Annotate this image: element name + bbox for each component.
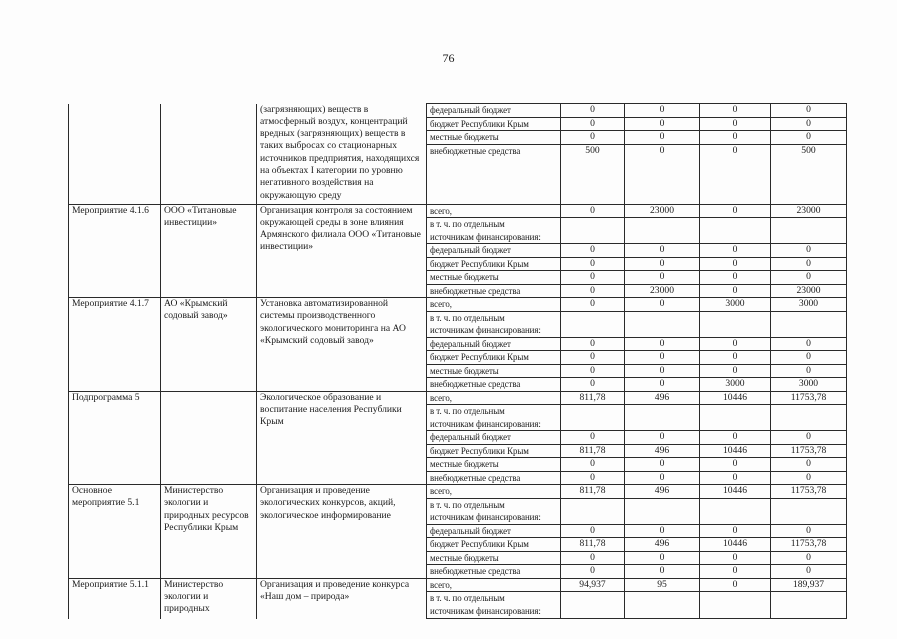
table-row	[69, 298, 847, 312]
funding-source-label: источникам финансирования:	[430, 325, 541, 335]
amount-cell: 0	[771, 351, 847, 365]
table-row	[69, 578, 847, 592]
amount-cell	[700, 498, 771, 524]
amount-cell: 0	[561, 378, 625, 392]
page-number: 76	[442, 51, 455, 65]
funding-source-cell	[427, 405, 561, 431]
amount-cell: 0	[625, 458, 700, 472]
event-name-cell: Подпрограмма 5	[69, 391, 161, 485]
amount-cell	[700, 592, 771, 619]
funding-source-cell: внебюджетные средства	[427, 144, 561, 204]
amount-cell: 23000	[771, 204, 847, 218]
executor-cell	[161, 104, 257, 205]
funding-source-cell: федеральный бюджет	[427, 524, 561, 538]
amount-cell: 0	[700, 471, 771, 485]
event-name-cell	[69, 104, 161, 205]
amount-cell: 11753,78	[771, 444, 847, 458]
executor-cell: Министерство экологии и природных ресурсов Республики Крым	[161, 485, 257, 579]
amount-cell: 0	[561, 364, 625, 378]
amount-cell: 0	[771, 551, 847, 565]
funding-source-cell: федеральный бюджет	[427, 337, 561, 351]
amount-cell: 0	[700, 351, 771, 365]
funding-source-cell: всего,	[427, 485, 561, 499]
amount-cell	[625, 498, 700, 524]
amount-cell: 0	[771, 271, 847, 285]
amount-cell: 0	[561, 458, 625, 472]
amount-cell: 0	[625, 364, 700, 378]
description-cell: Организация контроля за состоянием окружающей среды в зоне влияния Армянского филиала ООО «Титановые инвестиции»	[257, 204, 427, 298]
amount-cell: 0	[561, 471, 625, 485]
amount-cell: 0	[771, 131, 847, 145]
description-cell: Организация и проведение конкурса «Наш дом – природа»	[257, 578, 427, 619]
amount-cell: 0	[561, 271, 625, 285]
amount-cell: 0	[700, 364, 771, 378]
amount-cell: 811,78	[561, 538, 625, 552]
amount-cell: 0	[625, 117, 700, 131]
table-row	[69, 391, 847, 405]
description-cell: Установка автоматизированной системы производственного экологического мониторинга на АО «Крымский содовый завод»	[257, 298, 427, 392]
amount-cell: 496	[625, 485, 700, 499]
description-cell: Экологическое образование и воспитание населения Республики Крым	[257, 391, 427, 485]
amount-cell	[561, 405, 625, 431]
amount-cell: 189,937	[771, 578, 847, 592]
amount-cell: 23000	[771, 284, 847, 298]
amount-cell: 0	[561, 298, 625, 312]
amount-cell: 0	[771, 337, 847, 351]
amount-cell: 3000	[771, 378, 847, 392]
amount-cell	[700, 405, 771, 431]
amount-cell: 0	[625, 565, 700, 579]
amount-cell: 0	[700, 131, 771, 145]
funding-source-cell: местные бюджеты	[427, 364, 561, 378]
amount-cell	[625, 311, 700, 337]
amount-cell: 0	[700, 204, 771, 218]
amount-cell: 0	[561, 257, 625, 271]
executor-cell: Министерство экологии и природных	[161, 578, 257, 619]
funding-source-cell: внебюджетные средства	[427, 565, 561, 579]
amount-cell	[771, 218, 847, 244]
amount-cell	[625, 218, 700, 244]
amount-cell	[700, 311, 771, 337]
amount-cell: 496	[625, 444, 700, 458]
funding-source-label: в т. ч. по отдельным	[430, 499, 505, 510]
amount-cell: 811,78	[561, 485, 625, 499]
amount-cell: 0	[561, 104, 625, 118]
amount-cell: 0	[700, 337, 771, 351]
amount-cell: 0	[700, 551, 771, 565]
funding-source-label: в т. ч. по отдельным	[430, 219, 505, 229]
amount-cell: 0	[771, 117, 847, 131]
amount-cell: 95	[625, 578, 700, 592]
amount-cell: 811,78	[561, 391, 625, 405]
amount-cell: 0	[700, 144, 771, 204]
amount-cell: 0	[771, 244, 847, 258]
table-row	[69, 204, 847, 218]
amount-cell: 0	[625, 298, 700, 312]
amount-cell	[700, 218, 771, 244]
amount-cell: 0	[771, 257, 847, 271]
funding-source-cell: всего,	[427, 391, 561, 405]
financing-table	[68, 103, 847, 619]
amount-cell: 500	[561, 144, 625, 204]
amount-cell: 23000	[625, 284, 700, 298]
amount-cell	[561, 592, 625, 619]
amount-cell: 3000	[700, 378, 771, 392]
funding-source-cell: местные бюджеты	[427, 551, 561, 565]
funding-source-cell	[427, 592, 561, 619]
amount-cell: 496	[625, 538, 700, 552]
amount-cell: 0	[561, 244, 625, 258]
table-row	[69, 104, 847, 118]
funding-source-label: источникам финансирования:	[430, 418, 541, 429]
amount-cell: 0	[561, 337, 625, 351]
amount-cell: 3000	[771, 298, 847, 312]
amount-cell	[625, 405, 700, 431]
funding-source-cell: всего,	[427, 204, 561, 218]
funding-source-cell: местные бюджеты	[427, 271, 561, 285]
amount-cell: 0	[625, 131, 700, 145]
funding-source-cell: федеральный бюджет	[427, 104, 561, 118]
amount-cell: 0	[561, 131, 625, 145]
funding-source-label: в т. ч. по отдельным	[430, 312, 505, 323]
amount-cell: 500	[771, 144, 847, 204]
funding-source-label: в т. ч. по отдельным	[430, 593, 505, 603]
funding-source-cell: бюджет Республики Крым	[427, 257, 561, 271]
amount-cell: 0	[771, 431, 847, 445]
amount-cell: 0	[771, 524, 847, 538]
funding-source-label: источникам финансирования:	[430, 512, 541, 522]
amount-cell: 10446	[700, 485, 771, 499]
amount-cell: 0	[700, 458, 771, 472]
amount-cell	[561, 218, 625, 244]
amount-cell	[561, 498, 625, 524]
amount-cell: 0	[561, 431, 625, 445]
funding-source-label: источникам финансирования:	[430, 605, 541, 616]
funding-source-cell: бюджет Республики Крым	[427, 444, 561, 458]
amount-cell	[771, 592, 847, 619]
event-name-cell: Мероприятие 5.1.1	[69, 578, 161, 619]
amount-cell: 0	[561, 351, 625, 365]
funding-source-label: источникам финансирования:	[430, 231, 541, 242]
amount-cell: 0	[700, 565, 771, 579]
amount-cell: 3000	[700, 298, 771, 312]
amount-cell: 0	[700, 104, 771, 118]
funding-source-cell: федеральный бюджет	[427, 244, 561, 258]
amount-cell: 0	[625, 431, 700, 445]
funding-source-cell: бюджет Республики Крым	[427, 351, 561, 365]
amount-cell: 0	[700, 284, 771, 298]
amount-cell: 0	[625, 551, 700, 565]
amount-cell: 0	[771, 364, 847, 378]
description-cell: Организация и проведение экологических конкурсов, акций, экологическое информирование	[257, 485, 427, 579]
amount-cell: 0	[561, 551, 625, 565]
amount-cell: 0	[700, 524, 771, 538]
amount-cell: 0	[625, 351, 700, 365]
amount-cell: 0	[561, 565, 625, 579]
amount-cell	[771, 405, 847, 431]
amount-cell: 811,78	[561, 444, 625, 458]
amount-cell: 11753,78	[771, 485, 847, 499]
event-name-cell: Мероприятие 4.1.7	[69, 298, 161, 392]
executor-cell	[161, 391, 257, 485]
amount-cell: 0	[771, 565, 847, 579]
amount-cell: 11753,78	[771, 391, 847, 405]
amount-cell: 23000	[625, 204, 700, 218]
funding-source-cell	[427, 218, 561, 244]
amount-cell: 0	[625, 104, 700, 118]
funding-source-cell: федеральный бюджет	[427, 431, 561, 445]
amount-cell: 0	[700, 431, 771, 445]
amount-cell	[771, 311, 847, 337]
amount-cell: 0	[625, 378, 700, 392]
amount-cell: 0	[700, 117, 771, 131]
amount-cell: 10446	[700, 391, 771, 405]
executor-cell: АО «Крымский содовый завод»	[161, 298, 257, 392]
amount-cell	[561, 311, 625, 337]
amount-cell: 0	[561, 284, 625, 298]
funding-source-cell: всего,	[427, 578, 561, 592]
funding-source-cell: местные бюджеты	[427, 458, 561, 472]
event-name-cell: Мероприятие 4.1.6	[69, 204, 161, 298]
amount-cell	[771, 498, 847, 524]
amount-cell: 0	[561, 117, 625, 131]
amount-cell: 0	[771, 104, 847, 118]
funding-source-cell: внебюджетные средства	[427, 471, 561, 485]
funding-source-cell: всего,	[427, 298, 561, 312]
funding-source-cell: местные бюджеты	[427, 131, 561, 145]
amount-cell: 10446	[700, 538, 771, 552]
amount-cell: 94,937	[561, 578, 625, 592]
amount-cell: 0	[771, 458, 847, 472]
amount-cell: 0	[561, 524, 625, 538]
amount-cell: 0	[700, 271, 771, 285]
funding-source-cell: внебюджетные средства	[427, 284, 561, 298]
amount-cell: 0	[700, 257, 771, 271]
amount-cell: 0	[625, 524, 700, 538]
table-row	[69, 485, 847, 499]
funding-source-cell: внебюджетные средства	[427, 378, 561, 392]
description-cell: (загрязняющих) веществ в атмосферный воздух, концентраций вредных (загрязняющих) веществ в таких выбросах со стационарных источников предприятия, находящихся на объектах I категории по уровню негативного воздействия на окружающую среду	[257, 104, 427, 205]
amount-cell: 0	[625, 244, 700, 258]
funding-source-cell: бюджет Республики Крым	[427, 538, 561, 552]
amount-cell: 0	[625, 337, 700, 351]
funding-source-cell	[427, 498, 561, 524]
funding-source-cell: бюджет Республики Крым	[427, 117, 561, 131]
amount-cell: 10446	[700, 444, 771, 458]
amount-cell	[625, 592, 700, 619]
executor-cell: ООО «Титановые инвестиции»	[161, 204, 257, 298]
amount-cell: 0	[700, 578, 771, 592]
amount-cell: 0	[625, 257, 700, 271]
funding-source-label: в т. ч. по отдельным	[430, 406, 505, 416]
event-name-cell: Основное мероприятие 5.1	[69, 485, 161, 579]
amount-cell: 0	[561, 204, 625, 218]
amount-cell: 0	[700, 244, 771, 258]
amount-cell: 0	[625, 471, 700, 485]
funding-source-cell	[427, 311, 561, 337]
amount-cell: 0	[625, 271, 700, 285]
amount-cell: 0	[771, 471, 847, 485]
amount-cell: 0	[625, 144, 700, 204]
amount-cell: 496	[625, 391, 700, 405]
amount-cell: 11753,78	[771, 538, 847, 552]
